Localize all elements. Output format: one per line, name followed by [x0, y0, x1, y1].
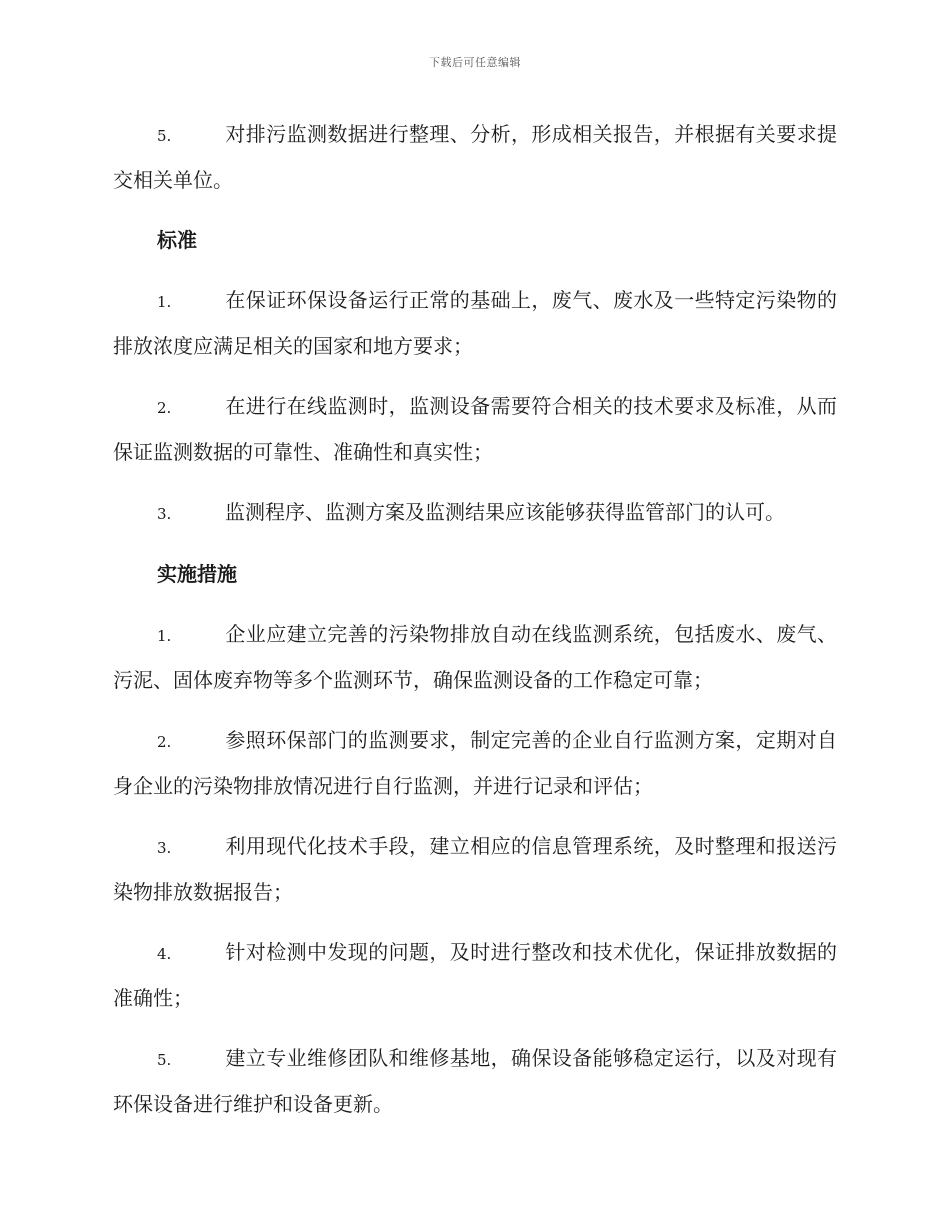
item-number: 2. — [157, 399, 172, 417]
section-heading-measures: 实施措施 — [157, 562, 237, 586]
item-number: 5. — [157, 127, 172, 145]
item-text: 监测程序、监测方案及监测结果应该能够获得监管部门的认可。 — [225, 500, 785, 524]
list-item — [113, 612, 837, 702]
item-number: 2. — [157, 733, 172, 751]
document-body — [113, 112, 837, 1142]
list-item — [113, 824, 837, 914]
item-number: 5. — [157, 1051, 172, 1069]
section-heading-standards: 标准 — [157, 228, 197, 252]
item-number: 1. — [157, 627, 172, 645]
list-item — [113, 490, 837, 536]
list-item — [113, 384, 837, 474]
item-text: 在保证环保设备运行正常的基础上，废气、废水及一些特定污染物的排放浓度应满足相关的国家和地方要求； — [113, 288, 837, 358]
list-item — [113, 718, 837, 808]
list-item — [113, 278, 837, 368]
item-text: 在进行在线监测时，监测设备需要符合相关的技术要求及标准，从而保证监测数据的可靠性、准确性和真实性； — [113, 394, 837, 464]
item-text: 建立专业维修团队和维修基地，确保设备能够稳定运行，以及对现有环保设备进行维护和设备更新。 — [113, 1046, 837, 1116]
item-text: 利用现代化技术手段，建立相应的信息管理系统，及时整理和报送污染物排放数据报告； — [113, 834, 837, 904]
list-item — [113, 1036, 837, 1126]
item-number: 3. — [157, 839, 172, 857]
list-item — [113, 930, 837, 1020]
list-item — [113, 112, 837, 202]
item-text: 参照环保部门的监测要求，制定完善的企业自行监测方案，定期对自身企业的污染物排放情况进行自行监测，并进行记录和评估； — [113, 728, 837, 798]
item-number: 4. — [157, 945, 172, 963]
page-header: 下载后可任意编辑 — [429, 56, 521, 69]
item-text: 针对检测中发现的问题，及时进行整改和技术优化，保证排放数据的准确性； — [113, 940, 837, 1010]
item-text: 企业应建立完善的污染物排放自动在线监测系统，包括废水、废气、污泥、固体废弃物等多个监测环节，确保监测设备的工作稳定可靠； — [113, 622, 837, 692]
item-text: 对排污监测数据进行整理、分析，形成相关报告，并根据有关要求提交相关单位。 — [113, 122, 837, 192]
item-number: 3. — [157, 505, 172, 523]
item-number: 1. — [157, 293, 172, 311]
